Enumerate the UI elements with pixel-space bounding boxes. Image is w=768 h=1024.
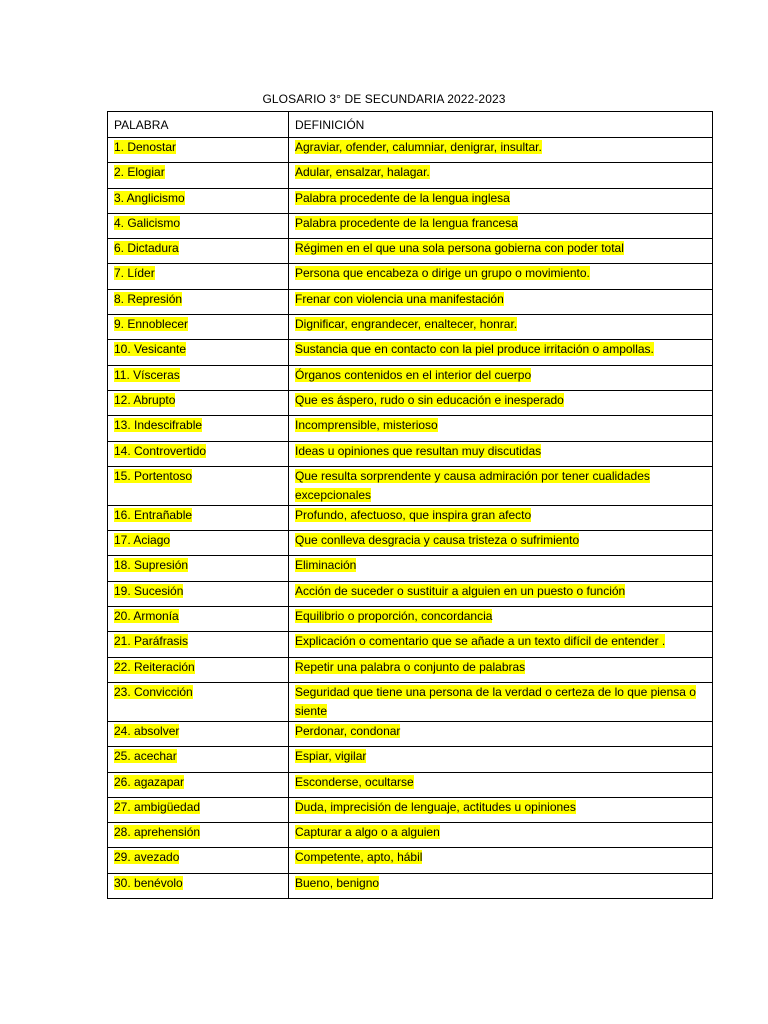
table-row	[108, 390, 713, 415]
table-row	[108, 797, 713, 822]
definition-text: Profundo, afectuoso, que inspira gran afecto	[295, 507, 532, 522]
word-cell	[108, 315, 289, 340]
definition-cell	[289, 163, 713, 188]
definition-cell	[289, 365, 713, 390]
word-cell	[108, 138, 289, 163]
definition-cell	[289, 213, 713, 238]
word-cell	[108, 657, 289, 682]
word-cell	[108, 556, 289, 581]
word-text: 16. Entrañable	[114, 507, 193, 522]
table-row	[108, 466, 713, 505]
definition-cell	[289, 289, 713, 314]
word-text: 27. ambigüedad	[114, 799, 201, 814]
table-row	[108, 340, 713, 365]
word-cell	[108, 747, 289, 772]
table-row	[108, 531, 713, 556]
definition-cell	[289, 848, 713, 873]
definition-text: Que conlleva desgracia y causa tristeza o sufrimiento	[295, 533, 580, 548]
word-cell	[108, 239, 289, 264]
table-row	[108, 441, 713, 466]
word-text: 1. Denostar	[114, 140, 177, 154]
table-row	[108, 315, 713, 340]
table-row	[108, 682, 713, 721]
definition-text: Frenar con violencia una manifestación	[295, 291, 504, 306]
word-cell	[108, 390, 289, 415]
table-row	[108, 581, 713, 606]
table-row	[108, 607, 713, 632]
definition-cell	[289, 340, 713, 365]
word-text: 8. Represión	[114, 291, 183, 306]
word-cell	[108, 607, 289, 632]
definition-cell	[289, 721, 713, 746]
word-cell	[108, 188, 289, 213]
word-text: 25. acechar	[114, 749, 177, 764]
table-row	[108, 823, 713, 848]
word-text: 12. Abrupto	[114, 392, 176, 407]
word-cell	[108, 365, 289, 390]
table-row	[108, 632, 713, 657]
word-cell	[108, 772, 289, 797]
table-row	[108, 163, 713, 188]
word-text: 15. Portentoso	[114, 468, 193, 483]
word-cell	[108, 441, 289, 466]
definition-cell	[289, 607, 713, 632]
definition-cell	[289, 797, 713, 822]
definition-text: Palabra procedente de la lengua francesa	[295, 215, 518, 230]
word-text: 21. Paráfrasis	[114, 634, 189, 649]
word-text: 22. Reiteración	[114, 659, 195, 674]
definition-text: Agraviar, ofender, calumniar, denigrar, insultar.	[295, 140, 542, 154]
definition-cell	[289, 416, 713, 441]
definition-cell	[289, 531, 713, 556]
table-row	[108, 873, 713, 898]
definition-text: Perdonar, condonar	[295, 723, 401, 738]
definition-cell	[289, 441, 713, 466]
definition-text: Explicación o comentario que se añade a un texto difícil de entender .	[295, 634, 666, 649]
word-text: 14. Controvertido	[114, 443, 207, 458]
definition-text: Que resulta sorprendente y causa admiración por tener cualidades excepcionales	[295, 468, 650, 502]
definition-cell	[289, 873, 713, 898]
table-row	[108, 289, 713, 314]
word-text: 23. Convicción	[114, 684, 193, 699]
definition-cell	[289, 556, 713, 581]
word-cell	[108, 163, 289, 188]
word-text: 28. aprehensión	[114, 825, 201, 840]
table-row	[108, 416, 713, 441]
word-cell	[108, 848, 289, 873]
word-cell	[108, 264, 289, 289]
definition-text: Adular, ensalzar, halagar.	[295, 165, 430, 180]
definition-cell	[289, 657, 713, 682]
definition-cell	[289, 188, 713, 213]
definition-text: Régimen en el que una sola persona gobierna con poder total	[295, 241, 624, 256]
word-text: 4. Galicismo	[114, 215, 181, 230]
word-cell	[108, 213, 289, 238]
word-cell	[108, 505, 289, 530]
table-row	[108, 721, 713, 746]
table-row	[108, 848, 713, 873]
table-row	[108, 505, 713, 530]
definition-cell	[289, 264, 713, 289]
definition-text: Duda, imprecisión de lenguaje, actitudes u opiniones	[295, 799, 576, 814]
definition-cell	[289, 682, 713, 721]
word-cell	[108, 632, 289, 657]
word-text: 30. benévolo	[114, 875, 183, 890]
word-text: 13. Indescifrable	[114, 418, 203, 433]
definition-text: Seguridad que tiene una persona de la verdad o certeza de lo que piensa o siente	[295, 684, 696, 718]
definition-cell	[289, 466, 713, 505]
word-cell	[108, 797, 289, 822]
definition-text: Eliminación	[295, 558, 357, 573]
word-text: 17. Aciago	[114, 533, 171, 548]
word-text: 10. Vesicante	[114, 342, 187, 357]
definition-text: Que es áspero, rudo o sin educación e inesperado	[295, 392, 564, 407]
word-text: 7. Líder	[114, 266, 155, 281]
word-cell	[108, 289, 289, 314]
table-row	[108, 657, 713, 682]
word-cell	[108, 531, 289, 556]
word-cell	[108, 682, 289, 721]
definition-cell	[289, 823, 713, 848]
definition-text: Competente, apto, hábil	[295, 850, 423, 865]
definition-cell	[289, 581, 713, 606]
word-cell	[108, 873, 289, 898]
table-row	[108, 556, 713, 581]
definition-text: Sustancia que en contacto con la piel produce irritación o ampollas.	[295, 342, 654, 357]
word-cell	[108, 581, 289, 606]
word-cell	[108, 721, 289, 746]
page-title: GLOSARIO 3° DE SECUNDARIA 2022-2023	[262, 92, 506, 106]
definition-cell	[289, 505, 713, 530]
word-cell	[108, 466, 289, 505]
glossary-table	[107, 111, 713, 899]
definition-cell	[289, 632, 713, 657]
definition-text: Dignificar, engrandecer, enaltecer, honrar.	[295, 317, 518, 332]
word-text: 11. Vísceras	[114, 367, 180, 382]
definition-text: Bueno, benigno	[295, 875, 380, 890]
word-text: 3. Anglicismo	[114, 190, 185, 205]
column-header-definition: DEFINICIÓN	[289, 112, 713, 138]
table-row	[108, 747, 713, 772]
table-row	[108, 239, 713, 264]
word-text: 26. agazapar	[114, 774, 185, 789]
definition-cell	[289, 138, 713, 163]
word-cell	[108, 340, 289, 365]
table-row	[108, 213, 713, 238]
word-cell	[108, 416, 289, 441]
definition-text: Ideas u opiniones que resultan muy discutidas	[295, 443, 542, 458]
table-row	[108, 138, 713, 163]
definition-text: Esconderse, ocultarse	[295, 774, 414, 789]
definition-text: Palabra procedente de la lengua inglesa	[295, 190, 510, 205]
definition-cell	[289, 315, 713, 340]
definition-text: Espiar, vigilar	[295, 749, 367, 764]
table-row	[108, 772, 713, 797]
word-text: 6. Dictadura	[114, 241, 179, 256]
table-row	[108, 365, 713, 390]
word-text: 19. Sucesión	[114, 583, 184, 598]
definition-text: Incomprensible, misterioso	[295, 418, 438, 433]
definition-text: Acción de suceder o sustituir a alguien en un puesto o función	[295, 583, 626, 598]
definition-text: Capturar a algo o a alguien	[295, 825, 440, 840]
table-header-row	[108, 112, 713, 138]
definition-text: Órganos contenidos en el interior del cuerpo	[295, 367, 532, 382]
definition-text: Repetir una palabra o conjunto de palabras	[295, 659, 526, 674]
column-header-word: PALABRA	[108, 112, 289, 138]
definition-cell	[289, 239, 713, 264]
word-text: 29. avezado	[114, 850, 180, 865]
word-text: 24. absolver	[114, 723, 180, 738]
word-text: 2. Elogiar	[114, 165, 165, 180]
definition-cell	[289, 772, 713, 797]
table-row	[108, 264, 713, 289]
word-text: 18. Supresión	[114, 558, 189, 573]
word-cell	[108, 823, 289, 848]
definition-text: Persona que encabeza o dirige un grupo o movimiento.	[295, 266, 590, 281]
word-text: 20. Armonía	[114, 609, 179, 624]
definition-cell	[289, 747, 713, 772]
table-row	[108, 188, 713, 213]
word-text: 9. Ennoblecer	[114, 317, 189, 332]
definition-cell	[289, 390, 713, 415]
definition-text: Equilibrio o proporción, concordancia	[295, 609, 493, 624]
